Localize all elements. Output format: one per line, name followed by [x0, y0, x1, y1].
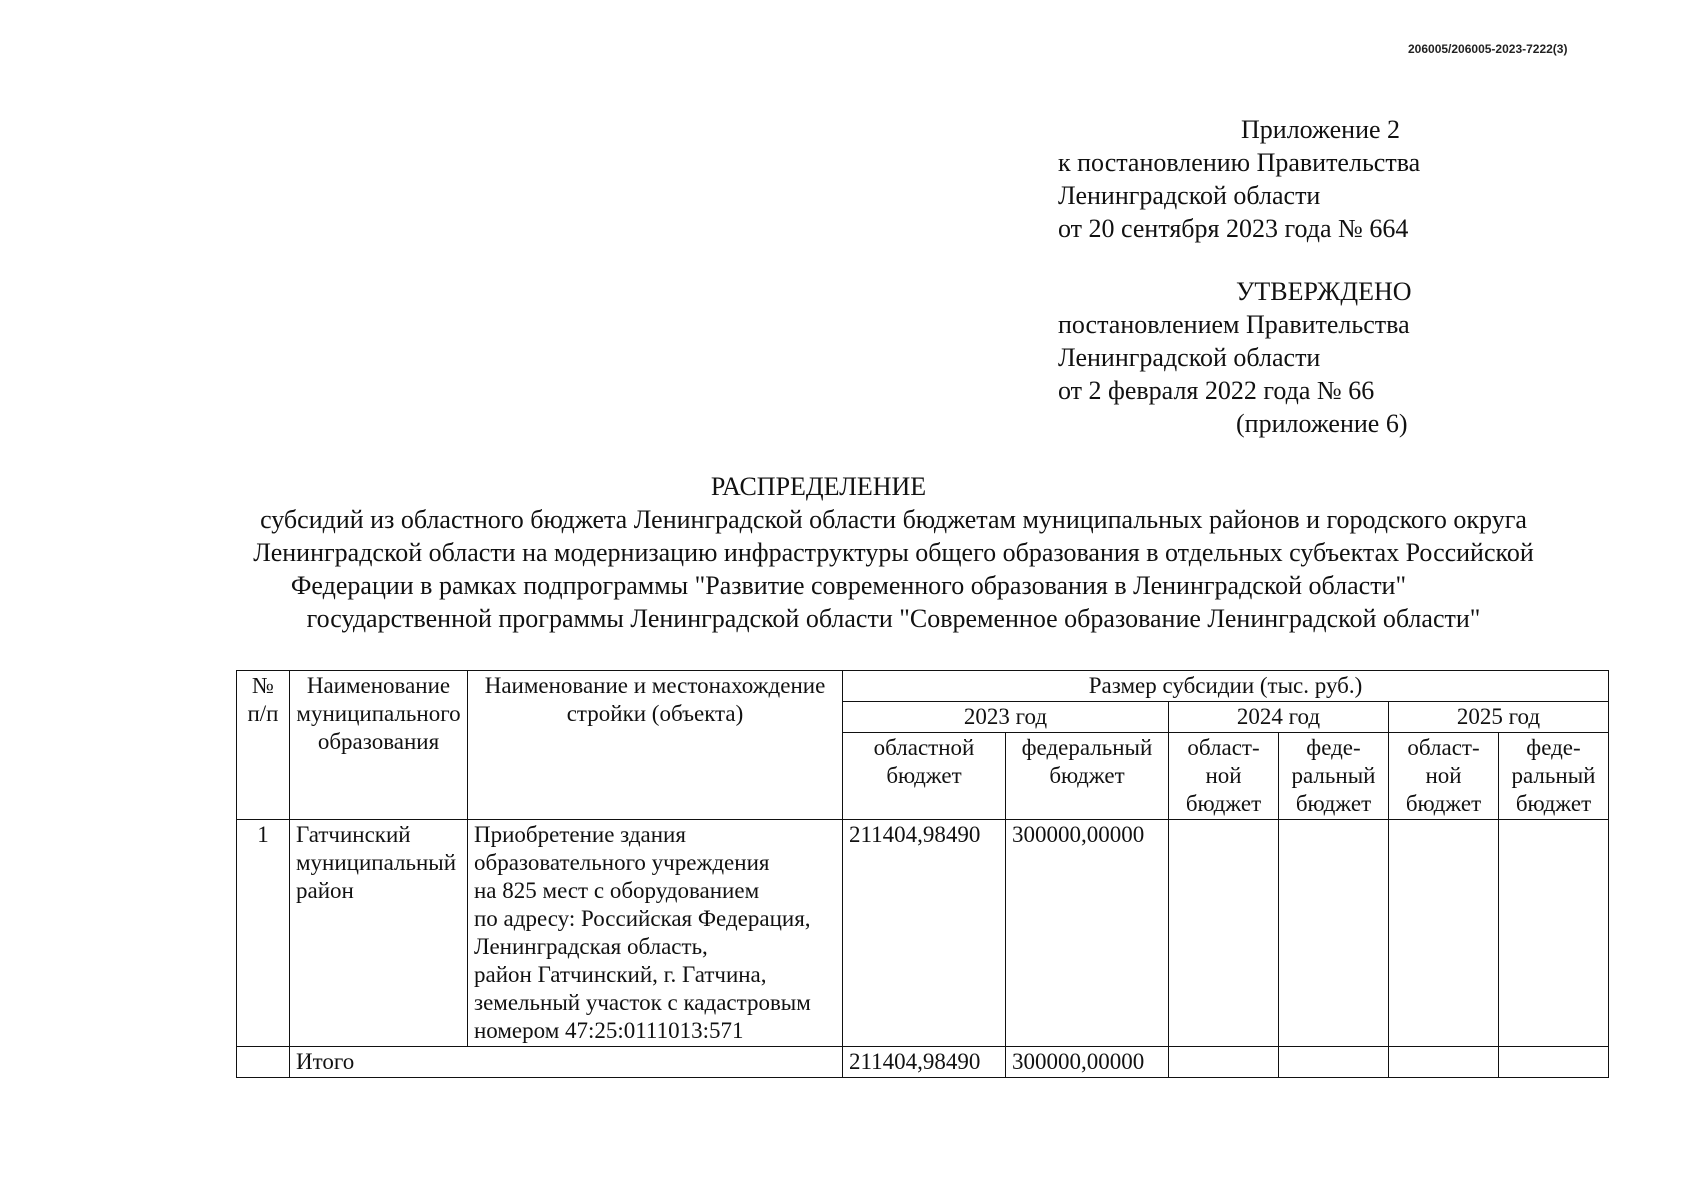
row-regional-2024 — [1169, 820, 1279, 1047]
header-regional-2025: област- ной бюджет — [1389, 733, 1499, 820]
appendix-block — [1058, 113, 1420, 440]
row-federal-2023: 300000,00000 — [1006, 820, 1169, 1047]
row-municipality: Гатчинский муниципальный район — [290, 820, 468, 1047]
title-line-1: субсидий из областного бюджета Ленинградской области бюджетам муниципальных районов и городского округа — [260, 505, 1527, 534]
appendix-date: от 20 сентября 2023 года № 664 — [1058, 214, 1409, 243]
row-federal-2025 — [1499, 820, 1609, 1047]
row-num: 1 — [237, 820, 290, 1047]
approved-appendix: (приложение 6) — [1236, 409, 1408, 438]
approved-label: УТВЕРЖДЕНО — [1236, 277, 1412, 306]
header-federal-2025: феде- ральный бюджет — [1499, 733, 1609, 820]
row-federal-2024 — [1279, 820, 1389, 1047]
appendix-region: Ленинградской области — [1058, 181, 1321, 210]
total-federal-2025 — [1499, 1047, 1609, 1078]
row-regional-2025 — [1389, 820, 1499, 1047]
approved-date: от 2 февраля 2022 года № 66 — [1058, 376, 1375, 405]
total-federal-2024 — [1279, 1047, 1389, 1078]
total-regional-2023: 211404,98490 — [843, 1047, 1006, 1078]
total-regional-2025 — [1389, 1047, 1499, 1078]
title-line-2: Ленинградской области на модернизацию инфраструктуры общего образования в отдельных субъектах Российской — [253, 538, 1534, 567]
document-title — [0, 470, 1697, 635]
total-num — [237, 1047, 290, 1078]
total-label: Итого — [290, 1047, 843, 1078]
header-regional-2023: областной бюджет — [843, 733, 1006, 820]
header-row-1 — [237, 671, 1609, 702]
appendix-reference: к постановлению Правительства — [1058, 148, 1421, 177]
row-object: Приобретение здания образовательного учреждения на 825 мест с оборудованием по адресу: Российская Федерация, Ленинградская область, район Гатчинский, г. Гатчина, земельный участок с кадастровым номером 47:25:0111013:571 — [468, 820, 843, 1047]
header-year-2023: 2023 год — [843, 702, 1169, 733]
title-line-3: Федерации в рамках подпрограммы "Развитие современного образования в Ленинградской области" — [290, 571, 1407, 600]
document-id: 206005/206005-2023-7222(3) — [1408, 42, 1568, 56]
approved-by: постановлением Правительства — [1058, 310, 1410, 339]
header-municipality: Наименование муниципального образования — [290, 671, 468, 820]
title-line-4: государственной программы Ленинградской области "Современное образование Ленинградской области" — [306, 604, 1481, 633]
title-heading: РАСПРЕДЕЛЕНИЕ — [710, 472, 927, 501]
approved-region: Ленинградской области — [1058, 343, 1321, 372]
total-federal-2023: 300000,00000 — [1006, 1047, 1169, 1078]
header-year-2025: 2025 год — [1389, 702, 1609, 733]
table-row — [237, 820, 1609, 1047]
row-regional-2023: 211404,98490 — [843, 820, 1006, 1047]
header-federal-2023: федеральный бюджет — [1006, 733, 1169, 820]
total-row — [237, 1047, 1609, 1078]
header-num: № п/п — [237, 671, 290, 820]
total-regional-2024 — [1169, 1047, 1279, 1078]
header-federal-2024: феде- ральный бюджет — [1279, 733, 1389, 820]
subsidy-distribution-table — [236, 670, 1609, 1078]
header-object: Наименование и местонахождение стройки (объекта) — [468, 671, 843, 820]
header-subsidy: Размер субсидии (тыс. руб.) — [843, 671, 1609, 702]
header-regional-2024: област- ной бюджет — [1169, 733, 1279, 820]
appendix-number: Приложение 2 — [1241, 115, 1401, 144]
header-year-2024: 2024 год — [1169, 702, 1389, 733]
